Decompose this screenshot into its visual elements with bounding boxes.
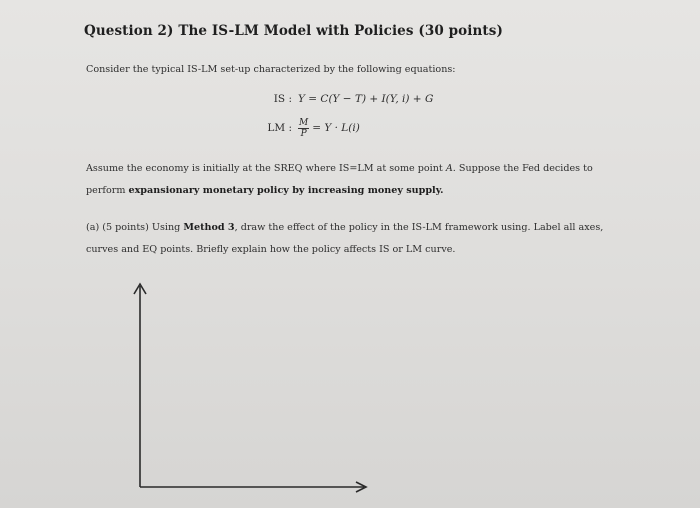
point-label: A [445,163,453,174]
is-label: IS : [273,93,292,105]
assumption-text-2: . Suppose the Fed decides to perform [86,163,593,196]
policy-description: expansionary monetary policy by increasing money supply. [128,185,444,196]
fraction-denominator: P [300,128,307,139]
lm-label: LM : [267,122,292,134]
part-a-instructions: , draw the effect of the policy in the IS-LM framework using. Label all axes, curves and EQ points. Briefly explain how the policy affects IS or LM curve. [86,222,604,255]
assumption-text-1: Assume the economy is initially at the SREQ where IS=LM at some point [86,163,446,174]
method-label: Method 3 [183,222,235,233]
lm-expression: = Y · L(i) [312,122,360,134]
fraction-numerator: M [299,117,309,128]
is-expression: Y = C(Y − T) + I(Y, i) + G [298,93,434,105]
intro-text: Consider the typical IS-LM set-up characterized by the following equations: [86,64,456,75]
question-title: Question 2) The IS-LM Model with Policies (30 points) [84,23,503,39]
part-a-label: (a) (5 points) Using [86,222,184,233]
